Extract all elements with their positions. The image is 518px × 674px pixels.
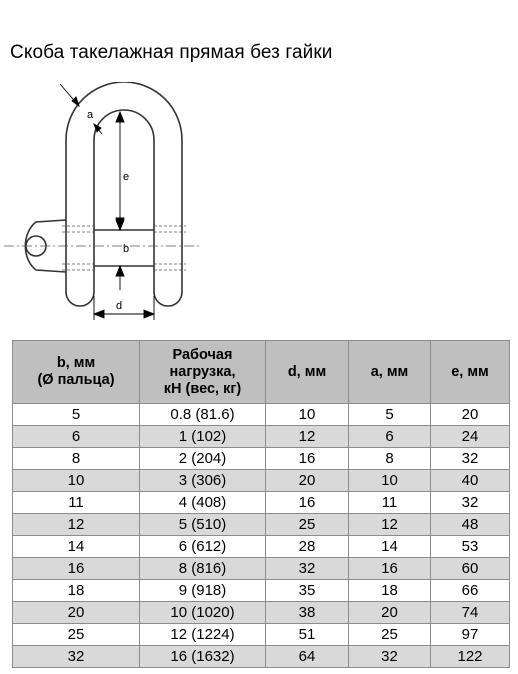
header-b-line-1: b, мм	[56, 355, 96, 371]
table-row	[13, 536, 510, 558]
cell-load: 10 (1020)	[140, 602, 266, 624]
cell-b: 20	[13, 602, 140, 624]
cell-load: 2 (204)	[140, 448, 266, 470]
cell-b: 18	[13, 580, 140, 602]
cell-d: 10	[266, 404, 349, 426]
cell-d: 35	[266, 580, 349, 602]
header-load-line-3: кН (вес, кг)	[163, 380, 242, 397]
cell-b: 10	[13, 470, 140, 492]
cell-load: 4 (408)	[140, 492, 266, 514]
cell-a: 16	[349, 558, 431, 580]
cell-a: 6	[349, 426, 431, 448]
shackle-diagram	[0, 82, 220, 322]
dim-label-b: b	[123, 243, 130, 255]
cell-d: 20	[266, 470, 349, 492]
cell-load: 12 (1224)	[140, 624, 266, 646]
table-row	[13, 580, 510, 602]
table-row	[13, 514, 510, 536]
cell-e: 60	[431, 558, 510, 580]
header-load-line-2: нагрузка,	[169, 363, 236, 380]
cell-a: 18	[349, 580, 431, 602]
shackle-left-foot	[66, 292, 94, 306]
cell-load: 1 (102)	[140, 426, 266, 448]
page-title: Скоба такелажная прямая без гайки	[10, 42, 333, 63]
cell-load: 8 (816)	[140, 558, 266, 580]
cell-d: 28	[266, 536, 349, 558]
header-a: a, мм	[349, 341, 431, 404]
table-row	[13, 404, 510, 426]
cell-a: 5	[349, 404, 431, 426]
cell-load: 16 (1632)	[140, 646, 266, 668]
header-b	[13, 341, 140, 404]
cell-d: 25	[266, 514, 349, 536]
cell-d: 16	[266, 492, 349, 514]
specs-table	[12, 340, 510, 668]
cell-b: 14	[13, 536, 140, 558]
cell-a: 32	[349, 646, 431, 668]
table-header-row	[13, 341, 510, 404]
cell-e: 32	[431, 492, 510, 514]
cell-load: 3 (306)	[140, 470, 266, 492]
table-row	[13, 558, 510, 580]
cell-e: 97	[431, 624, 510, 646]
cell-a: 10	[349, 470, 431, 492]
shackle-right-foot	[154, 292, 182, 306]
cell-load: 0.8 (81.6)	[140, 404, 266, 426]
cell-d: 32	[266, 558, 349, 580]
cell-a: 11	[349, 492, 431, 514]
cell-b: 25	[13, 624, 140, 646]
cell-a: 8	[349, 448, 431, 470]
cell-b: 6	[13, 426, 140, 448]
cell-b: 5	[13, 404, 140, 426]
table-row	[13, 646, 510, 668]
cell-load: 9 (918)	[140, 580, 266, 602]
cell-load: 6 (612)	[140, 536, 266, 558]
cell-e: 24	[431, 426, 510, 448]
header-e: e, мм	[431, 341, 510, 404]
cell-b: 12	[13, 514, 140, 536]
cell-load: 5 (510)	[140, 514, 266, 536]
dim-label-e: e	[123, 171, 130, 183]
header-d: d, мм	[266, 341, 349, 404]
cell-e: 40	[431, 470, 510, 492]
table-row	[13, 492, 510, 514]
table-row	[13, 470, 510, 492]
cell-b: 11	[13, 492, 140, 514]
header-load-line-1: Рабочая	[172, 346, 233, 363]
cell-e: 53	[431, 536, 510, 558]
table-body	[13, 404, 510, 668]
cell-e: 74	[431, 602, 510, 624]
cell-d: 64	[266, 646, 349, 668]
table-row	[13, 448, 510, 470]
cell-d: 16	[266, 448, 349, 470]
cell-e: 48	[431, 514, 510, 536]
header-b-line-2: (Ø пальца)	[37, 372, 115, 388]
cell-d: 38	[266, 602, 349, 624]
table-row	[13, 426, 510, 448]
cell-d: 12	[266, 426, 349, 448]
cell-a: 12	[349, 514, 431, 536]
cell-a: 20	[349, 602, 431, 624]
cell-e: 32	[431, 448, 510, 470]
cell-e: 66	[431, 580, 510, 602]
header-load	[140, 341, 266, 404]
cell-b: 16	[13, 558, 140, 580]
cell-e: 122	[431, 646, 510, 668]
cell-e: 20	[431, 404, 510, 426]
specs-table-container	[12, 340, 510, 668]
shackle-inner-outline	[94, 110, 154, 292]
dim-label-d: d	[116, 300, 123, 312]
cell-b: 8	[13, 448, 140, 470]
shackle-outer-outline	[66, 82, 182, 292]
cell-a: 14	[349, 536, 431, 558]
table-row	[13, 624, 510, 646]
cell-d: 51	[266, 624, 349, 646]
table-row	[13, 602, 510, 624]
dim-label-a: a	[87, 109, 94, 121]
cell-a: 25	[349, 624, 431, 646]
cell-b: 32	[13, 646, 140, 668]
